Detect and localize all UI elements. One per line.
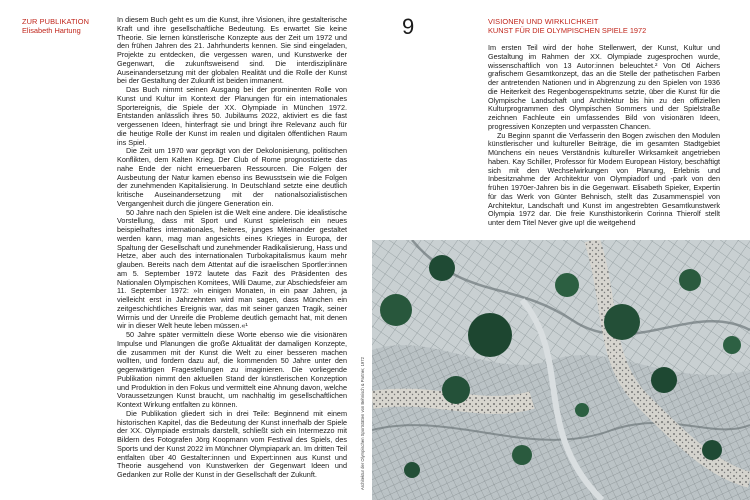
section-title-right: VISIONEN UND WIRKLICHKEIT <box>488 17 599 26</box>
paragraph: Die Zeit um 1970 war geprägt von der Dekolonisierung, politischen Konflikten, dem Kalten Krieg. Der Club of Rome prognostizierte das nahe Ende der nicht erneuerbaren Ressourcen. Die Folgen der Ausbeutung der Natur kamen ebenso ins Bewusstsein wie die Folgen der zunehmenden Kapitalisierung. In Deutschland setzte eine deutlich kritische Auseinandersetzung mit der nationalsozialistischen Vergangenheit durch die jüngere Generation ein. <box>117 146 347 208</box>
paragraph: In diesem Buch geht es um die Kunst, ihre Visionen, ihre gestalterische Kraft und ihre gesellschaftliche Bedeutung. Es erwartet Sie keine Theorie. Sie lernen künstlerische Konzepte aus der Zeit um 1972 und den frühen Jahren des 21. Jahrhunderts kennen. Sie sind eingeladen, Projekte zu entdecken, die vergessen waren, und Kunstwerke der Gegenwart, die zukunftsweisend sind. Die interdisziplinäre Auseinandersetzung mit der globalen Realität und die Rolle der Kunst bei der Gestaltung der Zukunft ist beiden immanent. <box>117 15 347 86</box>
section-title-left: ZUR PUBLIKATION <box>22 17 90 26</box>
paragraph: Die Publikation gliedert sich in drei Teile: Beginnend mit einem historischen Kapitel, das die Bedeutung der Kunst innerhalb der Spiele der XX. Olympiade erstmals darstellt, schließt sich ein Intermezzo mit Bildern des Fotografen Jörg Koopmann vom Festival des Spiels, des Sports und der Kunst 2022 im Münchner Olympiapark an. Im dritten Teil entfalten über 40 Gestalter:innen und Expert:innen aus Kunst und Theorie ausgehend von Kunstwerken der Gegenwart Ideen und Gedanken zur Rolle der Kunst in der Gesellschaft der Zukunft. <box>117 408 347 479</box>
photo-caption: Architektur der Olympischen Sportstätten von Behnisch & Partner, 1972 <box>360 357 365 490</box>
olympic-park-aerial-photo <box>372 240 750 500</box>
paragraph: Im ersten Teil wird der hohe Stellenwert, der Kunst, Kultur und Gestaltung im Rahmen der XX. Olympiade zugesprochen wurde, wissenschaftlich von 13 Autor:innen beleuchtet.² Von Otl Aichers grafischem Gesamtkonzept, das an die Stelle der pathetischen Farben der antretenden Nationen und in Abgrenzung zu den Spielen von 1936 die Heiterkeit des Regenbogenspektrums setzte, über die Kunst für die Olympische Landschaft und Architektur bis hin zu den offiziellen Kulturprogrammen des Olympischen Sommers und der Spielstraße zeichnen Fachleute ein umfassendes Bild von visionären Ideen, progressiven Konzepten und verpassten Chancen. <box>488 43 720 131</box>
page-number: 9 <box>402 14 415 39</box>
right-body-text <box>488 44 720 228</box>
paragraph: 50 Jahre nach den Spielen ist die Welt eine andere. Die idealistische Vorstellung, dass mit Sport und Kunst spielerisch ein neues beispielhaftes internationales, heiteres, junges Miteinander gestaltet werden kann, mag man angesichts eines Krieges in Europa, der Spaltung der Gesellschaft und zunehmender Radikalisierung, Hass und Hetze, aber auch des internationalen Turbokapitalismus kaum mehr glauben. Bereits nach dem Attentat auf die israelischen Sportler:innen am 5. September 1972 lautete das Fazit des Präsidenten des Nationalen Olympischen Komitees, Willi Daume, zur Abschiedsfeier am 11. September 1972: »In einigen Monaten, in ein paar Jahren, ja vielleicht erst in Jahrzehnten wird man sagen, dass München ein zeitgeschichtliches Ereignis war, das mit seiner ganzen Tragik, seiner Wirrnis und der Unreife die Probleme deutlich gemacht hat, mit denen wir in dieser Welt heute leben müssen.«¹ <box>117 207 347 331</box>
paragraph: 50 Jahre später vermitteln diese Worte ebenso wie die visionären Impulse und Planungen die große Aktualität der damaligen Konzepte, die zusammen mit der Kunst die Welt zu einer besseren machen wollten, und fordern dazu auf, die kommenden 50 Jahre unter den gegenwärtigen Fragestellungen zu imaginieren. Die vorliegende Publikation nimmt den aktuellen Stand der künstlerischen Konzeption und Produktion in den Fokus und vermittelt eine Ahnung davon, welche Voraussetzungen Kunst braucht, um nachhaltig im gesellschaftlichen Kontext Wirkung entfalten zu können. <box>117 330 347 409</box>
paragraph: Das Buch nimmt seinen Ausgang bei der prominenten Rolle von Kunst und Kultur im Kontext der Planungen für ein internationales Sportereignis, die Spiele der XX. Olympiade in München 1972. Entstanden anlässlich ihres 50. Jubiläums 2022, aktiviert es die fast vergessenen Ideen, hinterfragt sie und bringt ihre Relevanz auch für die heutige Rolle der Kunst im realen und digitalen öffentlichen Raum ins Spiel. <box>117 85 347 147</box>
paragraph: Zu Beginn spannt die Verfasserin den Bogen zwischen den Modulen künstlerischer und kultureller Beiträge, die im gesamten Stadtgebiet Münchens ein neues Verständnis kultureller Wirksamkeit angetrieben haben. Kay Schiller, Professor für Modern European History, beschäftigt sich mit den Wechselwirkungen von Planung, Erlebnis und Inbesitznahme der Architektur von Olympiadorf und -park von den frühen 1970er-Jahren bis in die Gegenwart. Elisabeth Spieker, Expertin für das Werk von Günter Behnisch, stellt das Zusammenspiel von Architektur, Landschaft und Kunst im angestrebten Gesamtkunstwerk Olympia 1972 dar. Die freie Kunsthistorikerin Corinna Thierolf stellt unter dem Titel Never give up! die weitgehend <box>488 130 720 227</box>
left-body-text <box>117 16 347 480</box>
section-subtitle: KUNST FÜR DIE OLYMPISCHEN SPIELE 1972 <box>488 26 647 35</box>
author-name: Elisabeth Hartung <box>22 26 81 35</box>
